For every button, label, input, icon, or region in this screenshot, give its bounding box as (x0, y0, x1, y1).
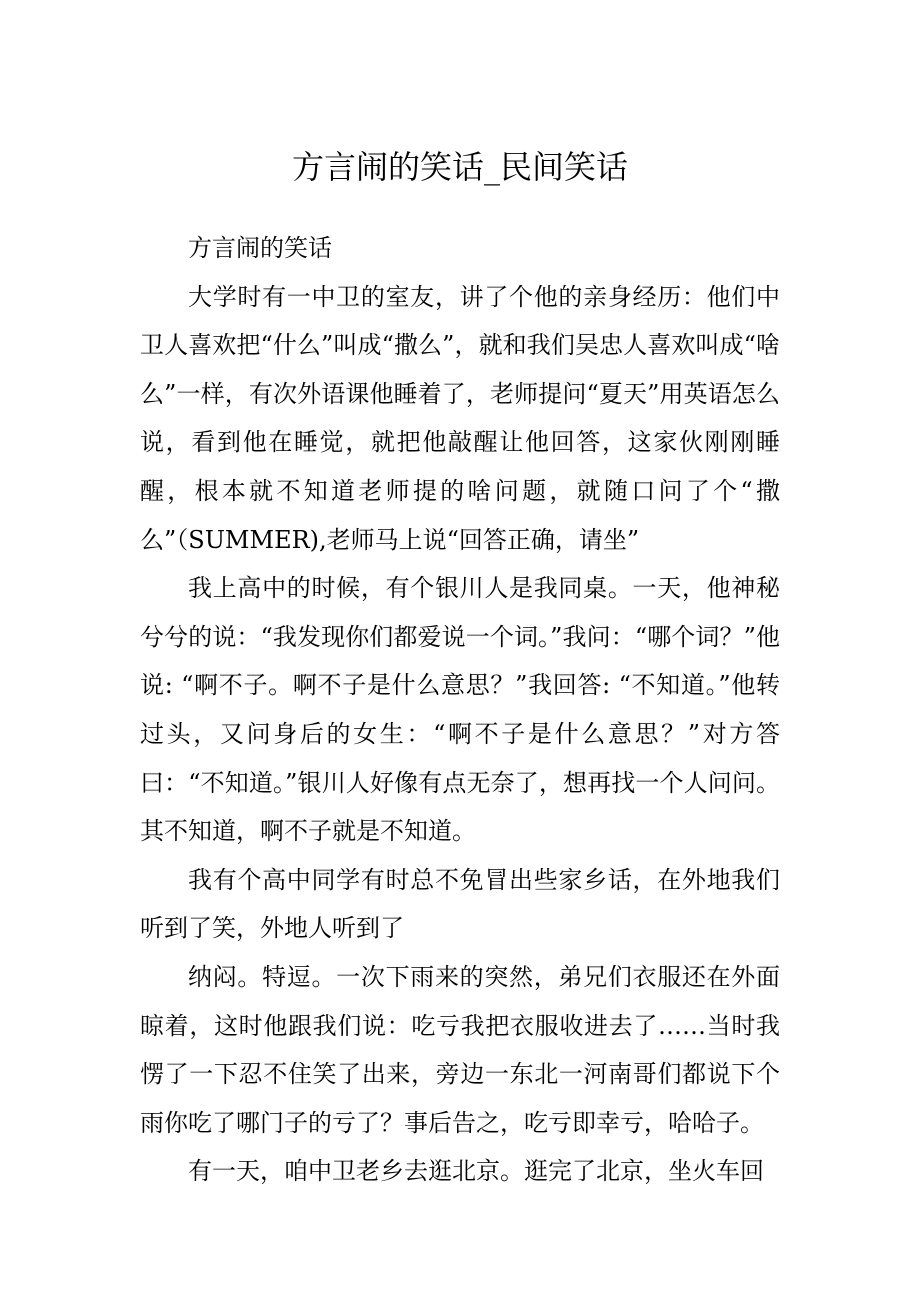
paragraph-chikui: 纳闷。特逗。一次下雨来的突然，弟兄们衣服还在外面晾着，这时他跟我们说：吃亏我把衣服收进去了……当时我愣了一下忍不住笑了出来，旁边一东北一河南哥们都说下个雨你吃了哪门子的亏了？事后告之，吃亏即幸亏，哈哈子。 (140, 962, 780, 1137)
paragraph-summer: 大学时有一中卫的室友，讲了个他的亲身经历：他们中卫人喜欢把“什么”叫成“撒么”，就和我们吴忠人喜欢叫成“啥么”一样，有次外语课他睡着了，老师提问“夏天”用英语怎么说，看到他在睡觉，就把他敲醒让他回答，这家伙刚刚睡醒，根本就不知道老师提的啥问题，就随口问了个“撒么”（SUMMER),老师马上说“回答正确，请坐” (140, 282, 780, 554)
document-body (140, 224, 780, 1196)
paragraph-dialect-classmate: 我有个高中同学有时总不免冒出些家乡话，在外地我们听到了笑，外地人听到了 (140, 865, 780, 943)
paragraph-beijing-trip: 有一天，咱中卫老乡去逛北京。逛完了北京，坐火车回 (188, 1157, 764, 1186)
paragraph-abuzi: 我上高中的时候，有个银川人是我同桌。一天，他神秘兮兮的说：“我发现你们都爱说一个词。”我问：“哪个词？”他说: “啊不子。啊不子是什么意思？”我回答: “不知道。”他转过头，又问身后的女生：“啊不子是什么意思？”对方答曰：“不知道。”银川人好像有点无奈了，想再找一个人问问。其不知道，啊不子就是不知道。 (140, 574, 780, 846)
paragraph-subtitle: 方言闹的笑话 (188, 234, 332, 262)
document-title: 方言闹的笑话_民间笑话 (291, 148, 628, 186)
